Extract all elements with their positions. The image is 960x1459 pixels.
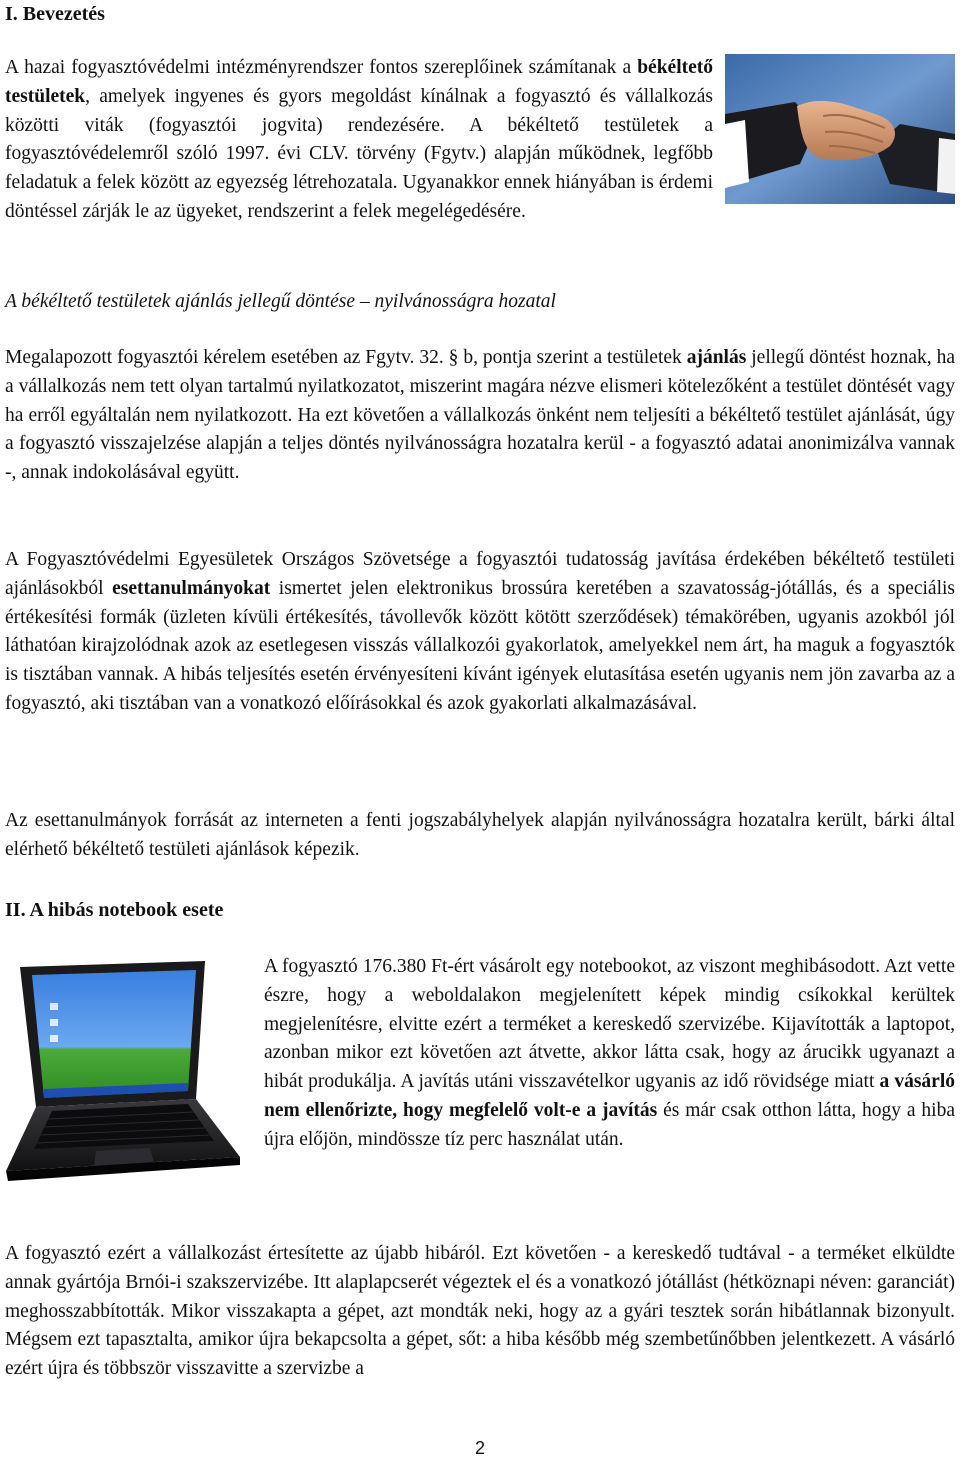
intro-paragraph-1-text	[5, 57, 713, 222]
intro-paragraph-2	[5, 344, 955, 488]
intro-paragraph-4	[5, 807, 955, 865]
section-heading-introduction: I. Bevezetés	[5, 3, 105, 25]
text-run: A fogyasztó ezért a vállalkozást értesítette az újabb hibáról. Ezt követően - a kereskedő tudtával - a terméket elküldte annak gyártója Brnói-i szakszervizébe. Itt alaplapcserét végeztek el és a vonatkozó jótállást (hétköznapi néven: garanciát) meghosszabbították. Mikor visszakapta a gépet, azt mondták neki, hogy az a gyári tesztek során hibátlannak bizonyult. Mégsem ezt tapasztalta, amikor újra bekapcsolta a gépet, sőt: a hiba később még szembetűnőbben jelentkezett. A vásárló ezért újra és többször visszavitte a szervizbe a	[5, 1243, 955, 1380]
text-run: és már csak otthon látta, hogy a hiba újra előjön, mindössze tíz perc használat után.	[264, 1099, 955, 1150]
bold-text: békéltető testületek	[5, 57, 713, 107]
case-paragraph-1-text	[264, 956, 955, 1150]
text-run: jellegű döntést hoznak, ha a vállalkozás nem tett olyan tartalmú nyilatkozatot, miszerint magára nézve elismeri kötelezőként a testület döntését vagy ha erről egyáltalán nem nyilatkozott. Ha ezt követően a vállalkozás önként nem teljesíti a békéltető testület ajánlását, úgy a fogyasztó visszajelzése alapján a teljes döntés nyilvánosságra hozatalra kerül - a fogyasztó adatai anonimizálva vannak -, annak indokolásával együtt.	[5, 347, 956, 484]
text-run: A hazai fogyasztóvédelmi intézményrendszer fontos szereplőinek számítanak a	[5, 57, 638, 78]
text-run: A Fogyasztóvédelmi Egyesületek Országos Szövetsége a fogyasztói tudatosság javítása érdekében békéltető testületi ajánlásokból	[5, 549, 955, 599]
text-run: Az esettanulmányok forrását az interneten a fenti jogszabályhelyek alapján nyilvánosságra hozatalra került, bárki által elérhető békéltető testületi ajánlások képezik.	[5, 810, 955, 860]
page-number: 2	[474, 1438, 485, 1458]
bold-text: esettanulmányokat	[112, 577, 271, 599]
text-run: ismertet jelen elektronikus brossúra keretében a szavatosság-jótállás, és a speciális értékesítési formák (üzleten kívüli értékesítés, távollevők között kötött szerződések) témakörében, ugyanis azokból jól láthatóan kirajzolódnak azok az esetlegesen visszás vállalkozói gyakorlatok, amelyekkel nem árt, ha maguk a fogyasztók is tisztában vannak. A hibás teljesítés esetén érvényesíteni kívánt igények elutasítása esetén ugyanis nem jön zavarba az a fogyasztó, aki tisztában van a vonatkozó előírásokkal és azok gyakorlati alkalmazásával.	[5, 577, 955, 714]
bold-text: ajánlás	[686, 347, 747, 368]
text-run: Megalapozott fogyasztói kérelem esetében az Fgytv. 32. § b, pontja szerint a testületek	[5, 347, 687, 368]
case-paragraph-2	[5, 1240, 955, 1384]
case-paragraph-1	[5, 953, 955, 1199]
subsection-title: A békéltető testületek ajánlás jellegű döntése – nyilvánosságra hozatal	[5, 291, 556, 312]
bold-text: a vásárló nem ellenőrizte, hogy megfelelő volt-e a javítás	[264, 1071, 955, 1121]
intro-paragraph-1	[5, 54, 955, 227]
handshake-photo	[725, 54, 955, 204]
text-run: A fogyasztó 176.380 Ft-ért vásárolt egy notebookot, az viszont meghibásodott. Azt vette észre, hogy a weboldalakon megjelenített képek mindig csíkokkal kerültek megjelenítésre, elvitte ezért a terméket a kereskedő szervizébe. Kijavították a laptopot, azonban mikor ezt követően azt átvette, akkor látta csak, hogy az árucikk ugyanazt a hibát produkálja. A javítás utáni visszavételkor ugyanis az idő rövidsége miatt	[264, 956, 955, 1093]
notebook-photo	[0, 959, 250, 1199]
text-run: , amelyek ingyenes és gyors megoldást kínálnak a fogyasztó és vállalkozás közötti viták (fogyasztói jogvita) rendezésére. A békéltető testületek a fogyasztóvédelemről szóló 1997. évi CLV. törvény (Fgytv.) alapján működnek, legfőbb feladatuk a felek között az egyezség létrehozatala. Ugyanakkor ennek hiányában is érdemi döntéssel zárják le az ügyeket, rendszerint a felek megelégedésére.	[5, 85, 713, 222]
section-heading-notebook: II. A hibás notebook esete	[5, 899, 224, 921]
intro-paragraph-3	[5, 546, 955, 719]
